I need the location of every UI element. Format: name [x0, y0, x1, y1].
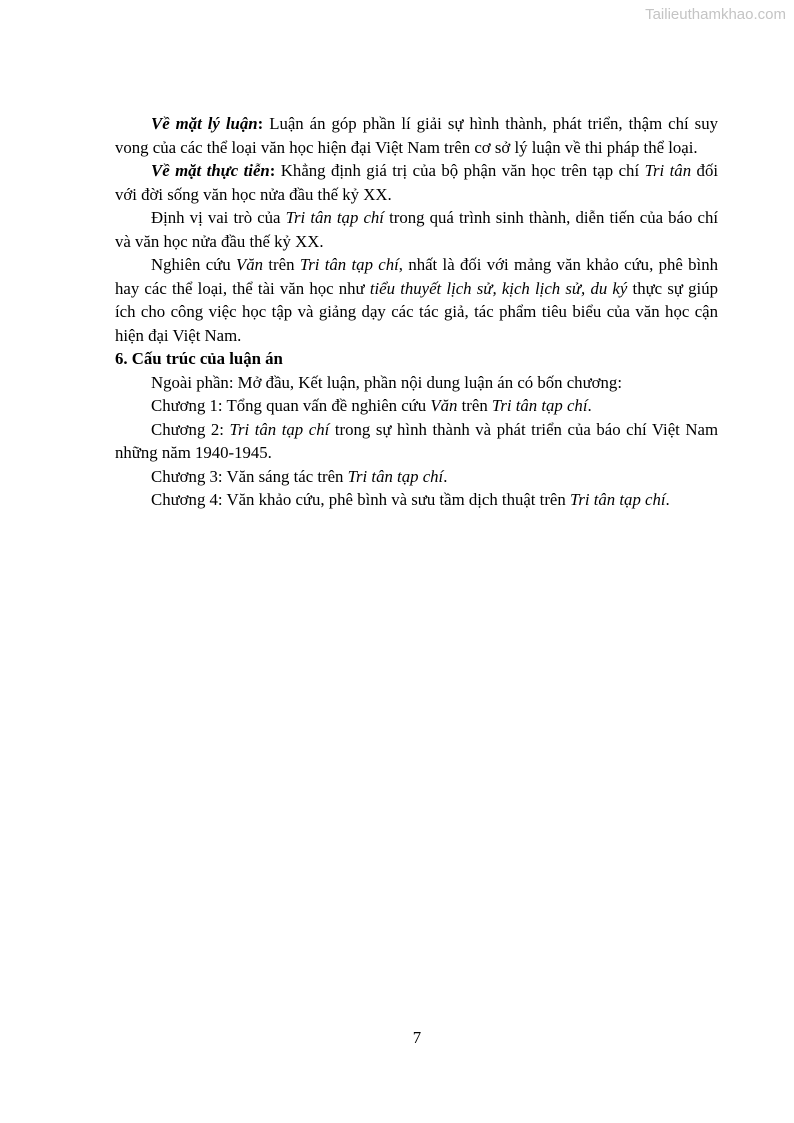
paragraph-text: Chương 1: Tổng quan vấn đề nghiên cứu: [151, 396, 431, 415]
paragraph-text: trên: [263, 255, 300, 274]
paragraph-text: Khẳng định giá trị của bộ phận văn học trên tạp chí: [275, 161, 645, 180]
chapter-3: [115, 465, 718, 489]
paragraph-text: Chương 4: Văn khảo cứu, phê bình và sưu tầm dịch thuật trên: [151, 490, 570, 509]
paragraph-text: Chương 3: Văn sáng tác trên: [151, 466, 348, 486]
italic-term: Văn: [430, 396, 458, 415]
paragraph-text: Chương 2:: [151, 419, 230, 439]
italic-title: Tri tân tạp chí: [285, 208, 384, 227]
paragraph-research: [115, 253, 718, 347]
italic-term: Văn: [236, 255, 264, 274]
lead-colon: :: [269, 161, 276, 180]
chapter-4: [115, 488, 718, 512]
chapter-2: [115, 418, 718, 465]
lead-colon: :: [257, 114, 264, 133]
italic-title: Tri tân tạp chí: [347, 466, 444, 486]
paragraph-text: trên: [457, 396, 492, 415]
paragraph-text: Ngoài phần: Mở đầu, Kết luận, phần nội dung luận án có bốn chương:: [151, 372, 622, 392]
section-heading: 6. Cấu trúc của luận án: [115, 349, 283, 368]
italic-title: Tri tân tạp chí: [299, 255, 399, 274]
paragraph-text: Luận án góp phần lí giải sự hình thành, phát triển, thậm chí suy vong của các thể loại văn học hiện đại Việt Nam trên cơ sở lý luận về thi pháp thể loại.: [115, 114, 718, 157]
paragraph-text: thực sự giúp ích cho công việc học tập và giảng dạy các tác giả, tác phẩm tiêu biểu của văn học cận hiện đại Việt Nam.: [115, 278, 718, 345]
italic-genres: tiểu thuyết lịch sử, kịch lịch sử, du ký: [369, 278, 628, 298]
paragraph-theoretical: [115, 112, 718, 159]
italic-title: Tri tân tạp chí: [569, 490, 666, 509]
paragraph-text: trong sự hình thành và phát triển của báo chí Việt Nam những năm 1940-1945.: [115, 419, 719, 462]
watermark: Tailieuthamkhao.com: [645, 6, 786, 23]
page-number: 7: [412, 1028, 422, 1047]
lead-practical: Về mặt thực tiễn: [151, 161, 270, 180]
page-body: [115, 112, 718, 512]
paragraph-text: , nhất là đối với mảng văn khảo cứu, phê bình hay các thể loại, thể tài văn học như: [115, 255, 718, 298]
paragraph-text: .: [443, 466, 448, 486]
paragraph-structure-intro: [115, 371, 718, 395]
paragraph-practical: [115, 159, 718, 206]
italic-title: Tri tân tạp chí: [229, 419, 330, 439]
lead-theoretical: Về mặt lý luận: [151, 114, 258, 133]
paragraph-role: [115, 206, 718, 253]
paragraph-text: .: [587, 396, 592, 415]
paragraph-text: .: [665, 490, 670, 509]
italic-title: Tri tân tạp chí: [491, 396, 588, 415]
paragraph-text: Nghiên cứu: [151, 255, 236, 274]
paragraph-text: Định vị vai trò của: [151, 208, 286, 227]
paragraph-text: trong quá trình sinh thành, diễn tiến của báo chí và văn học nửa đầu thế kỷ XX.: [115, 208, 718, 251]
chapter-1: [115, 394, 718, 418]
italic-title: Tri tân: [644, 161, 692, 180]
paragraph-text: đối với đời sống văn học nửa đầu thế kỷ XX.: [115, 161, 718, 204]
